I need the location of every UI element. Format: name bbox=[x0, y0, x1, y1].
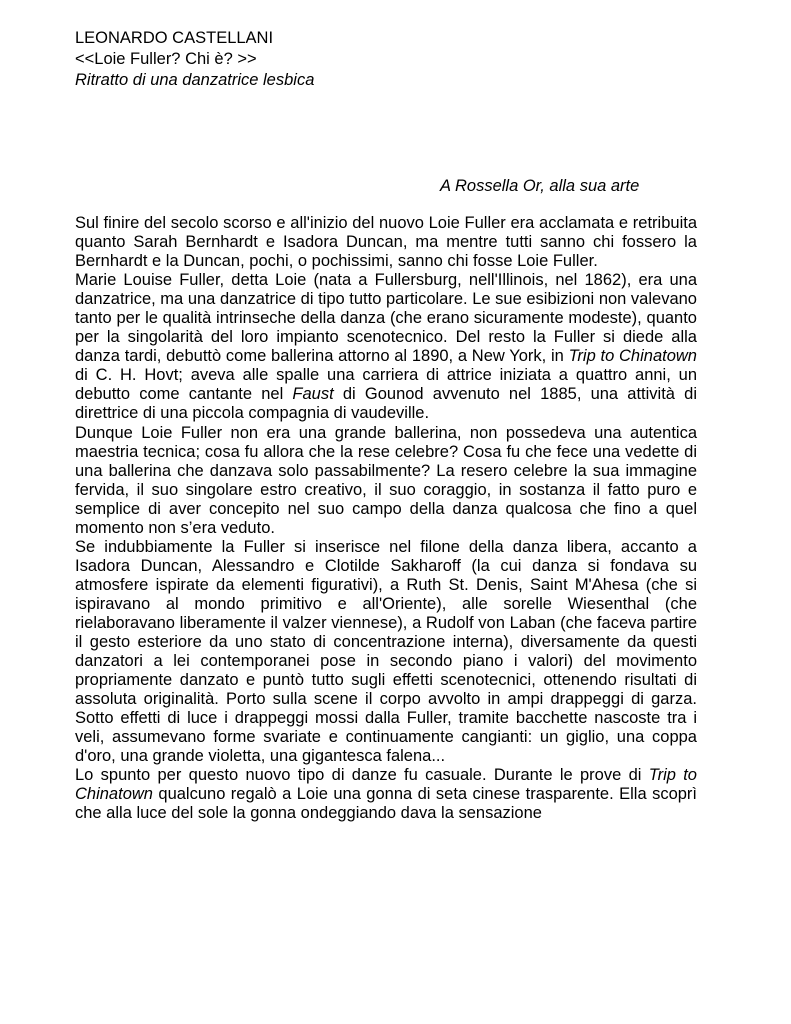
paragraph-5-text-a: Lo spunto per questo nuovo tipo di danze fu casuale. Durante le prove di bbox=[75, 766, 649, 785]
paragraph-2-text-b: di C. H. Hovt; aveva alle spalle una carriera di attrice iniziata a quattro anni, un debutto come cantante nel bbox=[75, 366, 697, 404]
paragraph-2-title-faust: Faust bbox=[292, 385, 334, 404]
paragraph-2-title-trip-to-chinatown: Trip to Chinatown bbox=[568, 347, 697, 366]
paragraph-5-text-b: qualcuno regalò a Loie una gonna di seta cinese trasparente. Ella scoprì che alla luce del sole la gonna ondeggiando dava la sensazione bbox=[75, 785, 697, 823]
paragraph-1: Sul finire del secolo scorso e all'inizio del nuovo Loie Fuller era acclamata e retribuita quanto Sarah Bernhardt e Isadora Duncan, ma mentre tutti sanno chi fossero la Bernhardt e la Duncan, pochi, o pochissimi, sanno chi fosse Loie Fuller. bbox=[75, 214, 697, 271]
paragraph-2-text-c: di Gounod avvenuto nel 1885, una attività di direttrice di una piccola compagnia di vaudeville. bbox=[75, 385, 697, 423]
paragraph-4: Se indubbiamente la Fuller si inserisce nel filone della danza libera, accanto a Isadora Duncan, Alessandro e Clotilde Sakharoff (la cui danza si fondava su atmosfere ispirate da elementi figurativi), a Ruth St. Denis, Saint M'Ahesa (che si ispiravano al mondo primitivo e all'Oriente), alle sorelle Wiesenthal (che rielaboravano liberamente il valzer viennese), a Rudolf von Laban (che faceva partire il gesto esteriore da uno stato di concentrazione interna), diversamente da questi danzatori a lei contemporanei pose in secondo piano i valori) del movimento propriamente danzato e puntò tutto sugli effetti scenotecnici, ottenendo risultati di assoluta originalità. Porto sulla scene il corpo avvolto in ampi drappeggi di garza. Sotto effetti di luce i drappeggi mossi dalla Fuller, tramite bacchette nascoste tra i veli, assumevano forme svariate e continuamente cangianti: un giglio, una coppa d'oro, una grande violetta, una gigantesca falena... bbox=[75, 537, 697, 766]
document-header bbox=[75, 28, 314, 91]
paragraph-2-text-a: Marie Louise Fuller, detta Loie (nata a Fullersburg, nell'Illinois, nel 1862), era una danzatrice, ma una danzatrice di tipo tutto particolare. Le sue esibizioni non valevano tanto per le qualità intrinseche della danza (che erano sicuramente modeste), quanto per la singolarità del loro impianto scenotecnico. Del resto la Fuller si diede alla danza tardi, debuttò come ballerina attorno al 1890, a New York, in bbox=[75, 271, 697, 366]
dedication: A Rossella Or, alla sua arte bbox=[440, 177, 640, 195]
document-title: Ritratto di una danzatrice lesbica bbox=[75, 71, 315, 89]
paragraph-2 bbox=[75, 271, 697, 423]
paragraph-5-title-trip-to-chinatown: Trip to Chinatown bbox=[75, 766, 697, 804]
document-subtitle: <<Loie Fuller? Chi è? >> bbox=[75, 50, 257, 68]
paragraph-3: Dunque Loie Fuller non era una grande ballerina, non possedeva una autentica maestria tecnica; cosa fu allora che la rese celebre? Cosa fu che fece una vedette di una ballerina che danzava solo passabilmente? La resero celebre la sua immagine fervida, il suo singolare estro creativo, il suo coraggio, in sostanza il fatto puro e semplice di aver concepito nel suo campo della danza qualcosa che fino a quel momento non s’era veduto. bbox=[75, 423, 697, 537]
author-name: LEONARDO CASTELLANI bbox=[75, 29, 274, 47]
paragraph-5 bbox=[75, 766, 697, 823]
body-text bbox=[75, 214, 697, 824]
